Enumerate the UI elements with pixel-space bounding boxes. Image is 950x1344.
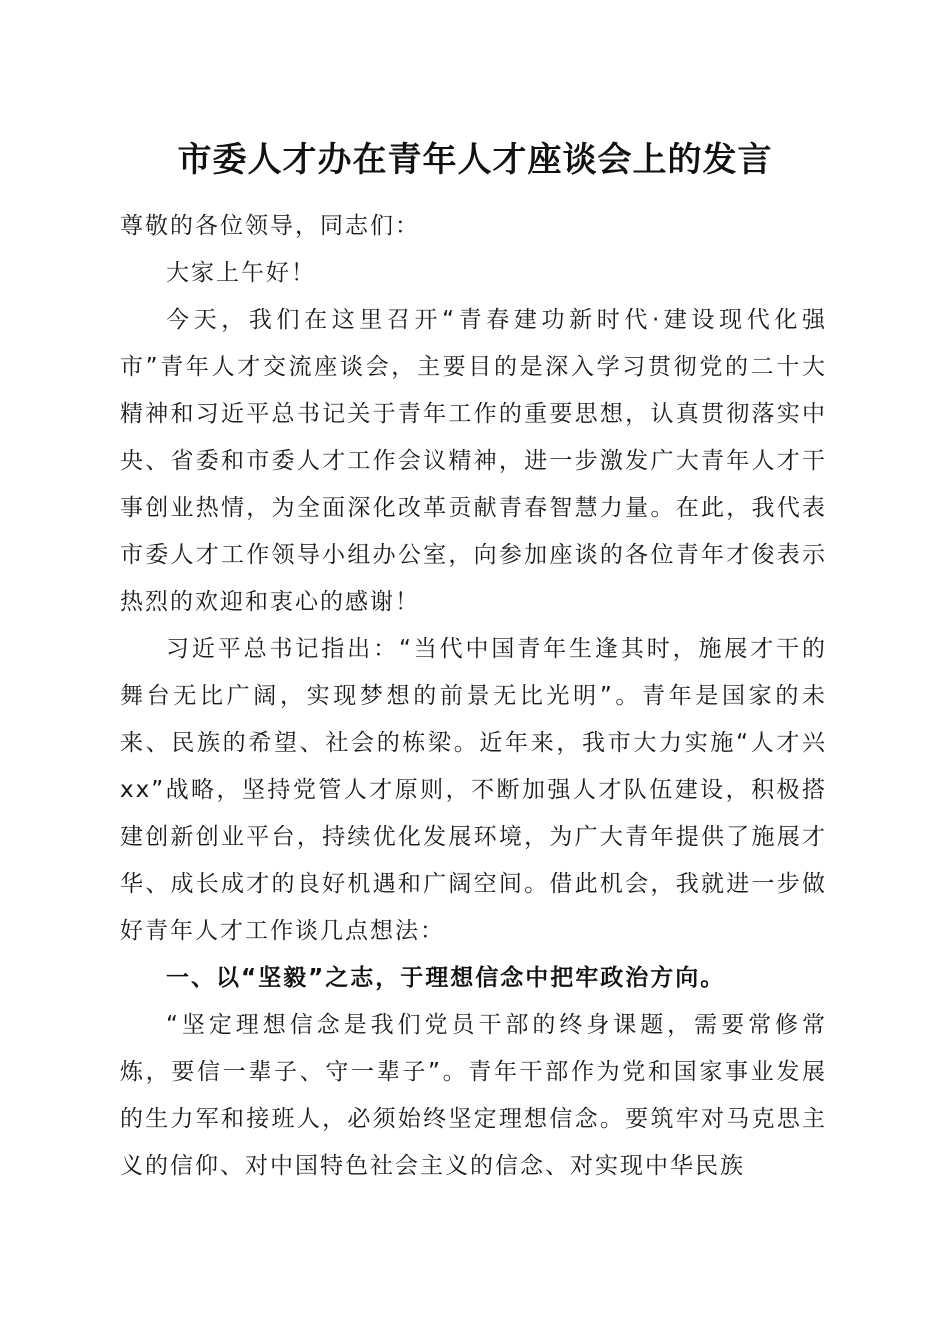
section-heading: 一、以“坚毅”之志，于理想信念中把牢政治方向。 <box>166 965 726 991</box>
paragraph-context: 习近平总书记指出：“当代中国青年生逢其时，施展才干的舞台无比广阔，实现梦想的前景无比光明”。青年是国家的未来、民族的希望、社会的栋梁。近年来，我市大力实施“人才兴xx”战略，坚持党管人才原则，不断加强人才队伍建设，积极搭建创新创业平台，持续优化发展环境，为广大青年提供了施展才华、成长成才的良好机遇和广阔空间。借此机会，我就进一步做好青年人才工作谈几点想法： <box>120 636 827 944</box>
document-title: 市委人才办在青年人才座谈会上的发言 <box>177 140 773 180</box>
greeting: 大家上午好！ <box>166 260 316 286</box>
paragraph-opening: 今天，我们在这里召开“青春建功新时代·建设现代化强市”青年人才交流座谈会，主要目的是深入学习贯彻党的二十大精神和习近平总书记关于青年工作的重要思想，认真贯彻落实中央、省委和市委人才工作会议精神，进一步激发广大青年人才干事创业热情，为全面深化改革贡献青春智慧力量。在此，我代表市委人才工作领导小组办公室，向参加座谈的各位青年才俊表示热烈的欢迎和衷心的感谢！ <box>120 307 827 615</box>
document-body <box>120 203 827 1190</box>
section-paragraph: “坚定理想信念是我们党员干部的终身课题，需要常修常炼，要信一辈子、守一辈子”。青年干部作为党和国家事业发展的生力军和接班人，必须始终坚定理想信念。要筑牢对马克思主义的信仰、对中国特色社会主义的信念、对实现中华民族 <box>120 1012 827 1179</box>
salutation: 尊敬的各位领导，同志们： <box>120 213 420 239</box>
